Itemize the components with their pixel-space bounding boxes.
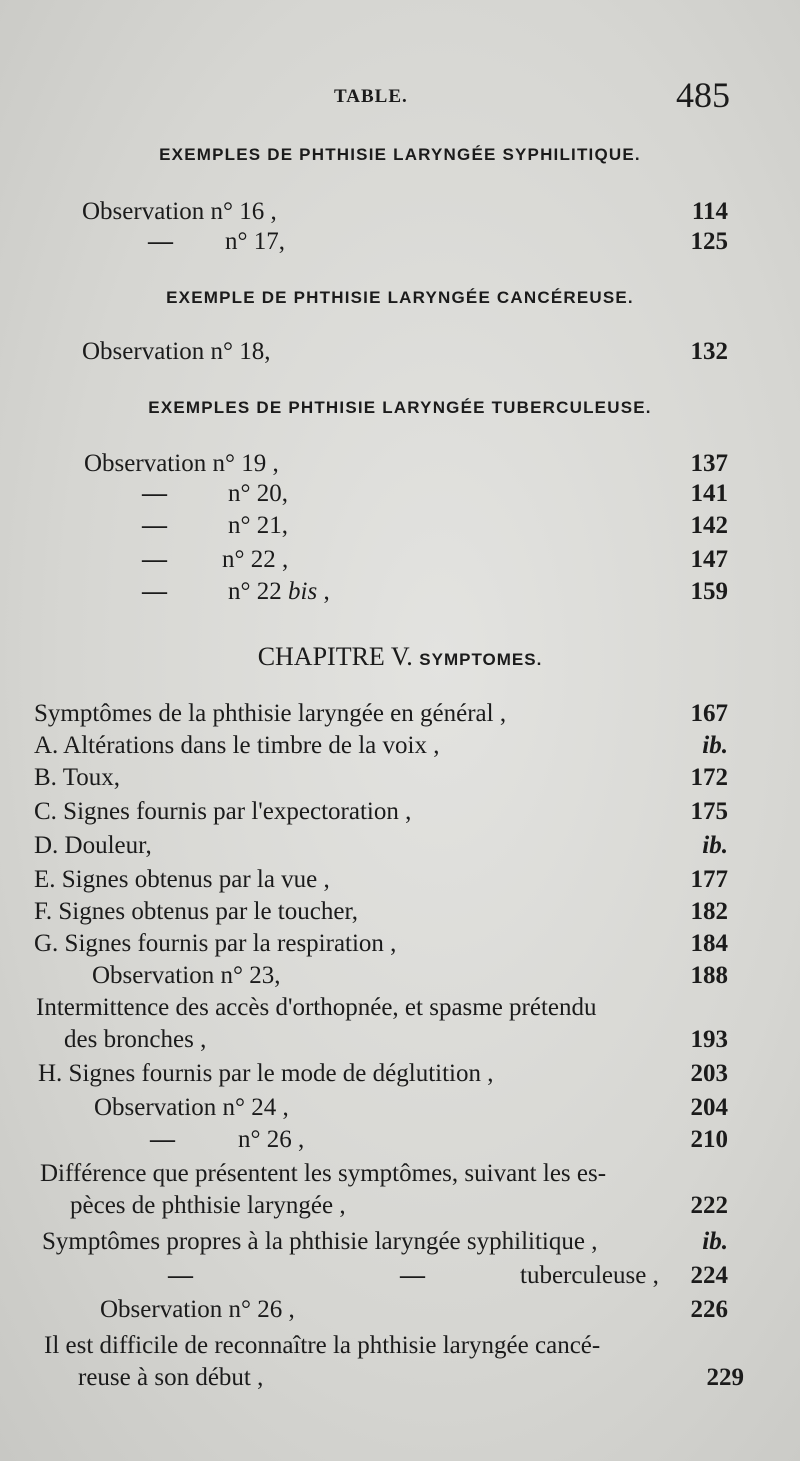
entry-page: ib. (702, 732, 728, 759)
ditto-dash-2: — (400, 1262, 425, 1289)
toc-entry (0, 1262, 800, 1296)
entry-label: H. Signes fournis par le mode de déglutition , (38, 1060, 494, 1087)
entry-page: 159 (690, 578, 728, 605)
ditto-dash: — (142, 546, 167, 573)
entry-page: 114 (691, 198, 728, 225)
toc-entry (0, 480, 800, 514)
page-number: 485 (676, 75, 730, 115)
entry-label-bis: bis (288, 578, 318, 605)
toc-entry (0, 198, 800, 232)
entry-label: A. Altérations dans le timbre de la voix , (34, 732, 440, 759)
header-title: TABLE. (334, 86, 408, 107)
section-heading-syphilitique: EXEMPLES DE PHTHISIE LARYNGÉE SYPHILITIQUE. (159, 145, 641, 164)
entry-label: des bronches , (64, 1026, 207, 1053)
entry-label: n° 20, (228, 480, 288, 507)
entry-page: 137 (690, 450, 728, 477)
entry-label: Observation n° 24 , (94, 1094, 289, 1121)
entry-page: 203 (690, 1060, 728, 1087)
toc-entry (0, 1332, 800, 1366)
toc-entry (0, 930, 800, 964)
entry-label: D. Douleur, (34, 832, 152, 859)
entry-label: G. Signes fournis par la respiration , (34, 930, 397, 957)
entry-page: 188 (690, 962, 728, 989)
entry-label: Observation n° 18, (82, 338, 271, 365)
entry-label: Intermittence des accès d'orthopnée, et spasme prétendu (36, 994, 597, 1021)
toc-entry (0, 898, 800, 932)
toc-entry (0, 338, 800, 372)
toc-entry (0, 1094, 800, 1128)
entry-label: Observation n° 23, (92, 962, 281, 989)
running-header (0, 75, 800, 120)
toc-entry (0, 578, 800, 612)
entry-label: F. Signes obtenus par le toucher, (34, 898, 359, 925)
section-heading-tuberculeuse: EXEMPLES DE PHTHISIE LARYNGÉE TUBERCULEUSE. (148, 398, 652, 417)
entry-page: 142 (690, 512, 728, 539)
chapter-subtitle: SYMPTOMES. (419, 650, 543, 669)
entry-page: ib. (702, 832, 728, 859)
ditto-dash: — (150, 1126, 175, 1153)
entry-label: C. Signes fournis par l'expectoration , (34, 798, 412, 825)
entry-page: 193 (690, 1026, 728, 1053)
entry-page: 175 (690, 798, 728, 825)
entry-label: n° 22 , (222, 546, 289, 573)
entry-label: Symptômes de la phthisie laryngée en général , (34, 700, 507, 727)
entry-page: ib. (702, 1228, 728, 1255)
toc-entry (0, 450, 800, 484)
toc-entry (0, 866, 800, 900)
entry-label: Observation n° 26 , (100, 1296, 295, 1323)
entry-page: 184 (690, 930, 728, 957)
ditto-dash: — (148, 228, 173, 255)
entry-page: 141 (690, 480, 728, 507)
entry-page: 210 (690, 1126, 728, 1153)
toc-entry (0, 512, 800, 546)
toc-entry (0, 546, 800, 580)
ditto-dash: — (142, 512, 167, 539)
ditto-dash: — (142, 480, 167, 507)
toc-entry (0, 732, 800, 766)
entry-page: 182 (690, 898, 728, 925)
entry-page: 224 (690, 1262, 728, 1289)
entry-label: Observation n° 16 , (82, 198, 277, 225)
toc-entry (0, 994, 800, 1028)
toc-entry (0, 1192, 800, 1226)
toc-entry (0, 1364, 800, 1398)
toc-entry (0, 1228, 800, 1262)
ditto-dash: — (142, 578, 167, 605)
toc-entry (0, 228, 800, 262)
entry-page: 226 (690, 1296, 728, 1323)
entry-label: pèces de phthisie laryngée , (70, 1192, 346, 1219)
entry-label: Différence que présentent les symptômes, suivant les es- (40, 1160, 607, 1187)
entry-page: 132 (690, 338, 728, 365)
entry-label: B. Toux, (34, 764, 120, 791)
entry-label: n° 17, (225, 228, 285, 255)
toc-entry (0, 1160, 800, 1194)
entry-label: tuberculeuse , (520, 1262, 659, 1289)
toc-entry (0, 1126, 800, 1160)
entry-label: Symptômes propres à la phthisie laryngée syphilitique , (42, 1228, 598, 1255)
entry-label: n° 21, (228, 512, 288, 539)
entry-page: 167 (690, 700, 728, 727)
toc-entry (0, 832, 800, 866)
entry-label: E. Signes obtenus par la vue , (34, 866, 330, 893)
entry-page: 147 (690, 546, 728, 573)
entry-page: 125 (690, 228, 728, 255)
toc-entry (0, 700, 800, 734)
entry-page: 229 (706, 1364, 744, 1391)
entry-label-end: , (317, 578, 330, 605)
toc-entry (0, 1060, 800, 1094)
entry-label: n° 26 , (238, 1126, 305, 1153)
entry-label: reuse à son début , (78, 1364, 264, 1391)
entry-label (228, 578, 330, 606)
toc-entry (0, 962, 800, 996)
entry-label-main: n° 22 (228, 578, 282, 605)
ditto-dash: — (168, 1262, 193, 1289)
toc-entry (0, 764, 800, 798)
entry-page: 204 (690, 1094, 728, 1121)
section-heading-cancereuse: EXEMPLE DE PHTHISIE LARYNGÉE CANCÉREUSE. (166, 288, 634, 307)
toc-entry (0, 1026, 800, 1060)
entry-label: Il est difficile de reconnaître la phthisie laryngée cancé- (44, 1332, 601, 1359)
entry-page: 177 (690, 866, 728, 893)
toc-entry (0, 798, 800, 832)
chapter-heading (0, 642, 800, 672)
chapter-title: CHAPITRE V. (257, 642, 413, 671)
entry-page: 222 (690, 1192, 728, 1219)
entry-label: Observation n° 19 , (84, 450, 279, 477)
entry-page: 172 (690, 764, 728, 791)
toc-entry (0, 1296, 800, 1330)
